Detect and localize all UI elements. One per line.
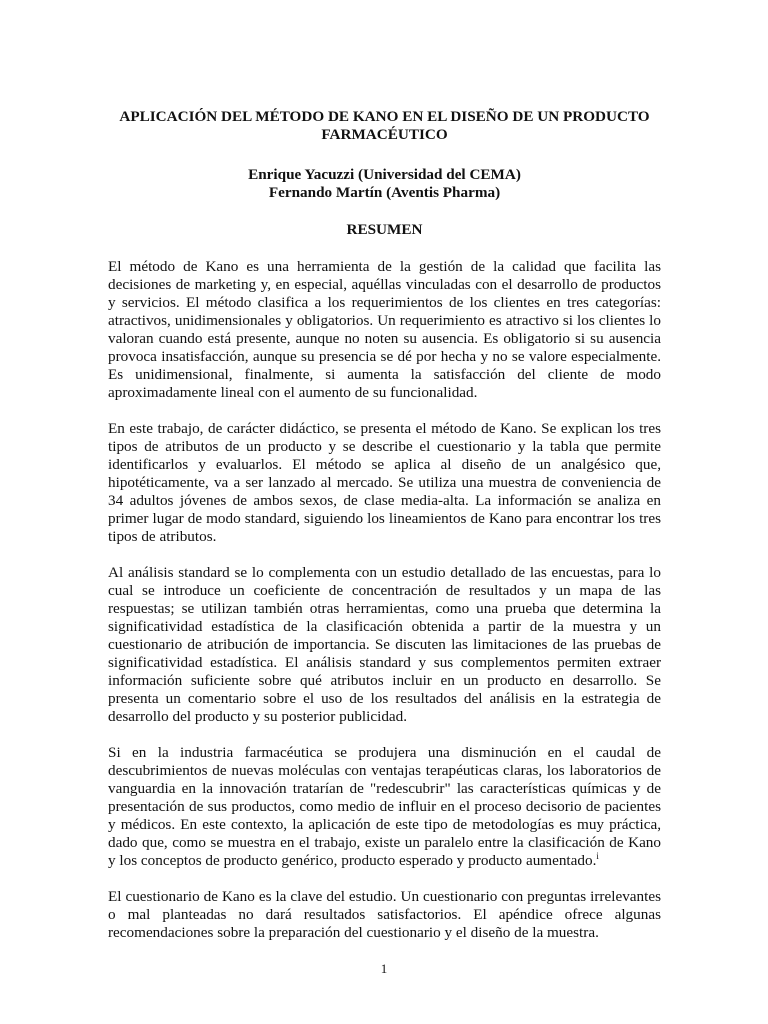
abstract-paragraph [108,744,661,870]
title-line: APLICACIÓN DEL MÉTODO DE KANO EN EL DISEÑO DE UN PRODUCTO [119,108,650,125]
paragraph-text: Si en la industria farmacéutica se produjera una disminución en el caudal de descubrimientos de nuevas moléculas con ventajas terapéuticas claras, los laboratorios de vanguardia en la innovación tratarían de "redescubrir" las características químicas y de presentación de sus productos, como medio de influir en el proceso decisorio de pacientes y médicos. En este contexto, la aplicación de este tipo de metodologías es muy práctica, dado que, como se muestra en el trabajo, existe un paralelo entre la clasificación de Kano y los conceptos de producto genérico, producto esperado y producto aumentado. [108,744,661,869]
abstract-paragraph: El cuestionario de Kano es la clave del estudio. Un cuestionario con preguntas irrelevantes o mal planteadas no dará resultados satisfactorios. El apéndice ofrece algunas recomendaciones sobre la preparación del cuestionario y el diseño de la muestra. [108,888,661,941]
author-list [108,166,661,202]
author: Fernando Martín (Aventis Pharma) [268,184,501,201]
title-line: FARMACÉUTICO [321,126,448,143]
abstract-paragraph: El método de Kano es una herramienta de la gestión de la calidad que facilita las decisiones de marketing y, en especial, aquéllas vinculadas con el desarrollo de productos y servicios. El método clasifica a los requerimientos de los clientes en tres categorías: atractivos, unidimensionales y obligatorios. Un requerimiento es atractivo si los clientes lo valoran cuando está presente, aunque no noten su ausencia. Es obligatorio si su ausencia provoca insatisfacción, aunque su presencia se dé por hecha y no se valore especialmente. Es unidimensional, finalmente, si aumenta la satisfacción del cliente de modo aproximadamente lineal con el aumento de su funcionalidad. [108,258,661,401]
page-content [108,108,661,942]
abstract-paragraph: En este trabajo, de carácter didáctico, se presenta el método de Kano. Se explican los tres tipos de atributos de un producto y se describe el cuestionario y la tabla que permite identificarlos y evaluarlos. El método se aplica al diseño de un analgésico que, hipotéticamente, va a ser lanzado al mercado. Se utiliza una muestra de conveniencia de 34 adultos jóvenes de ambos sexos, de clase media-alta. La información se analiza en primer lugar de modo standard, siguiendo los lineamientos de Kano para encontrar los tres tipos de atributos. [108,420,661,545]
page-number: 1 [380,961,388,976]
footnote-marker[interactable]: i [596,850,599,861]
abstract-paragraph: Al análisis standard se lo complementa con un estudio detallado de las encuestas, para lo cual se introduce un coeficiente de concentración de resultados y un mapa de las respuestas; se utilizan también otras herramientas, como una prueba que determina la significatividad estadística de la clasificación obtenida a partir de la muestra y un cuestionario de atribución de importancia. Se discuten las limitaciones de las pruebas de significatividad estadística. El análisis standard y sus complementos permiten extraer información suficiente sobre qué atributos incluir en un producto en desarrollo. Se presenta un comentario sobre el uso de los resultados del análisis en la estrategia de desarrollo del producto y su posterior publicidad. [108,564,661,725]
author: Enrique Yacuzzi (Universidad del CEMA) [248,166,521,183]
paper-title [108,108,661,144]
abstract-heading: RESUMEN [346,221,423,238]
